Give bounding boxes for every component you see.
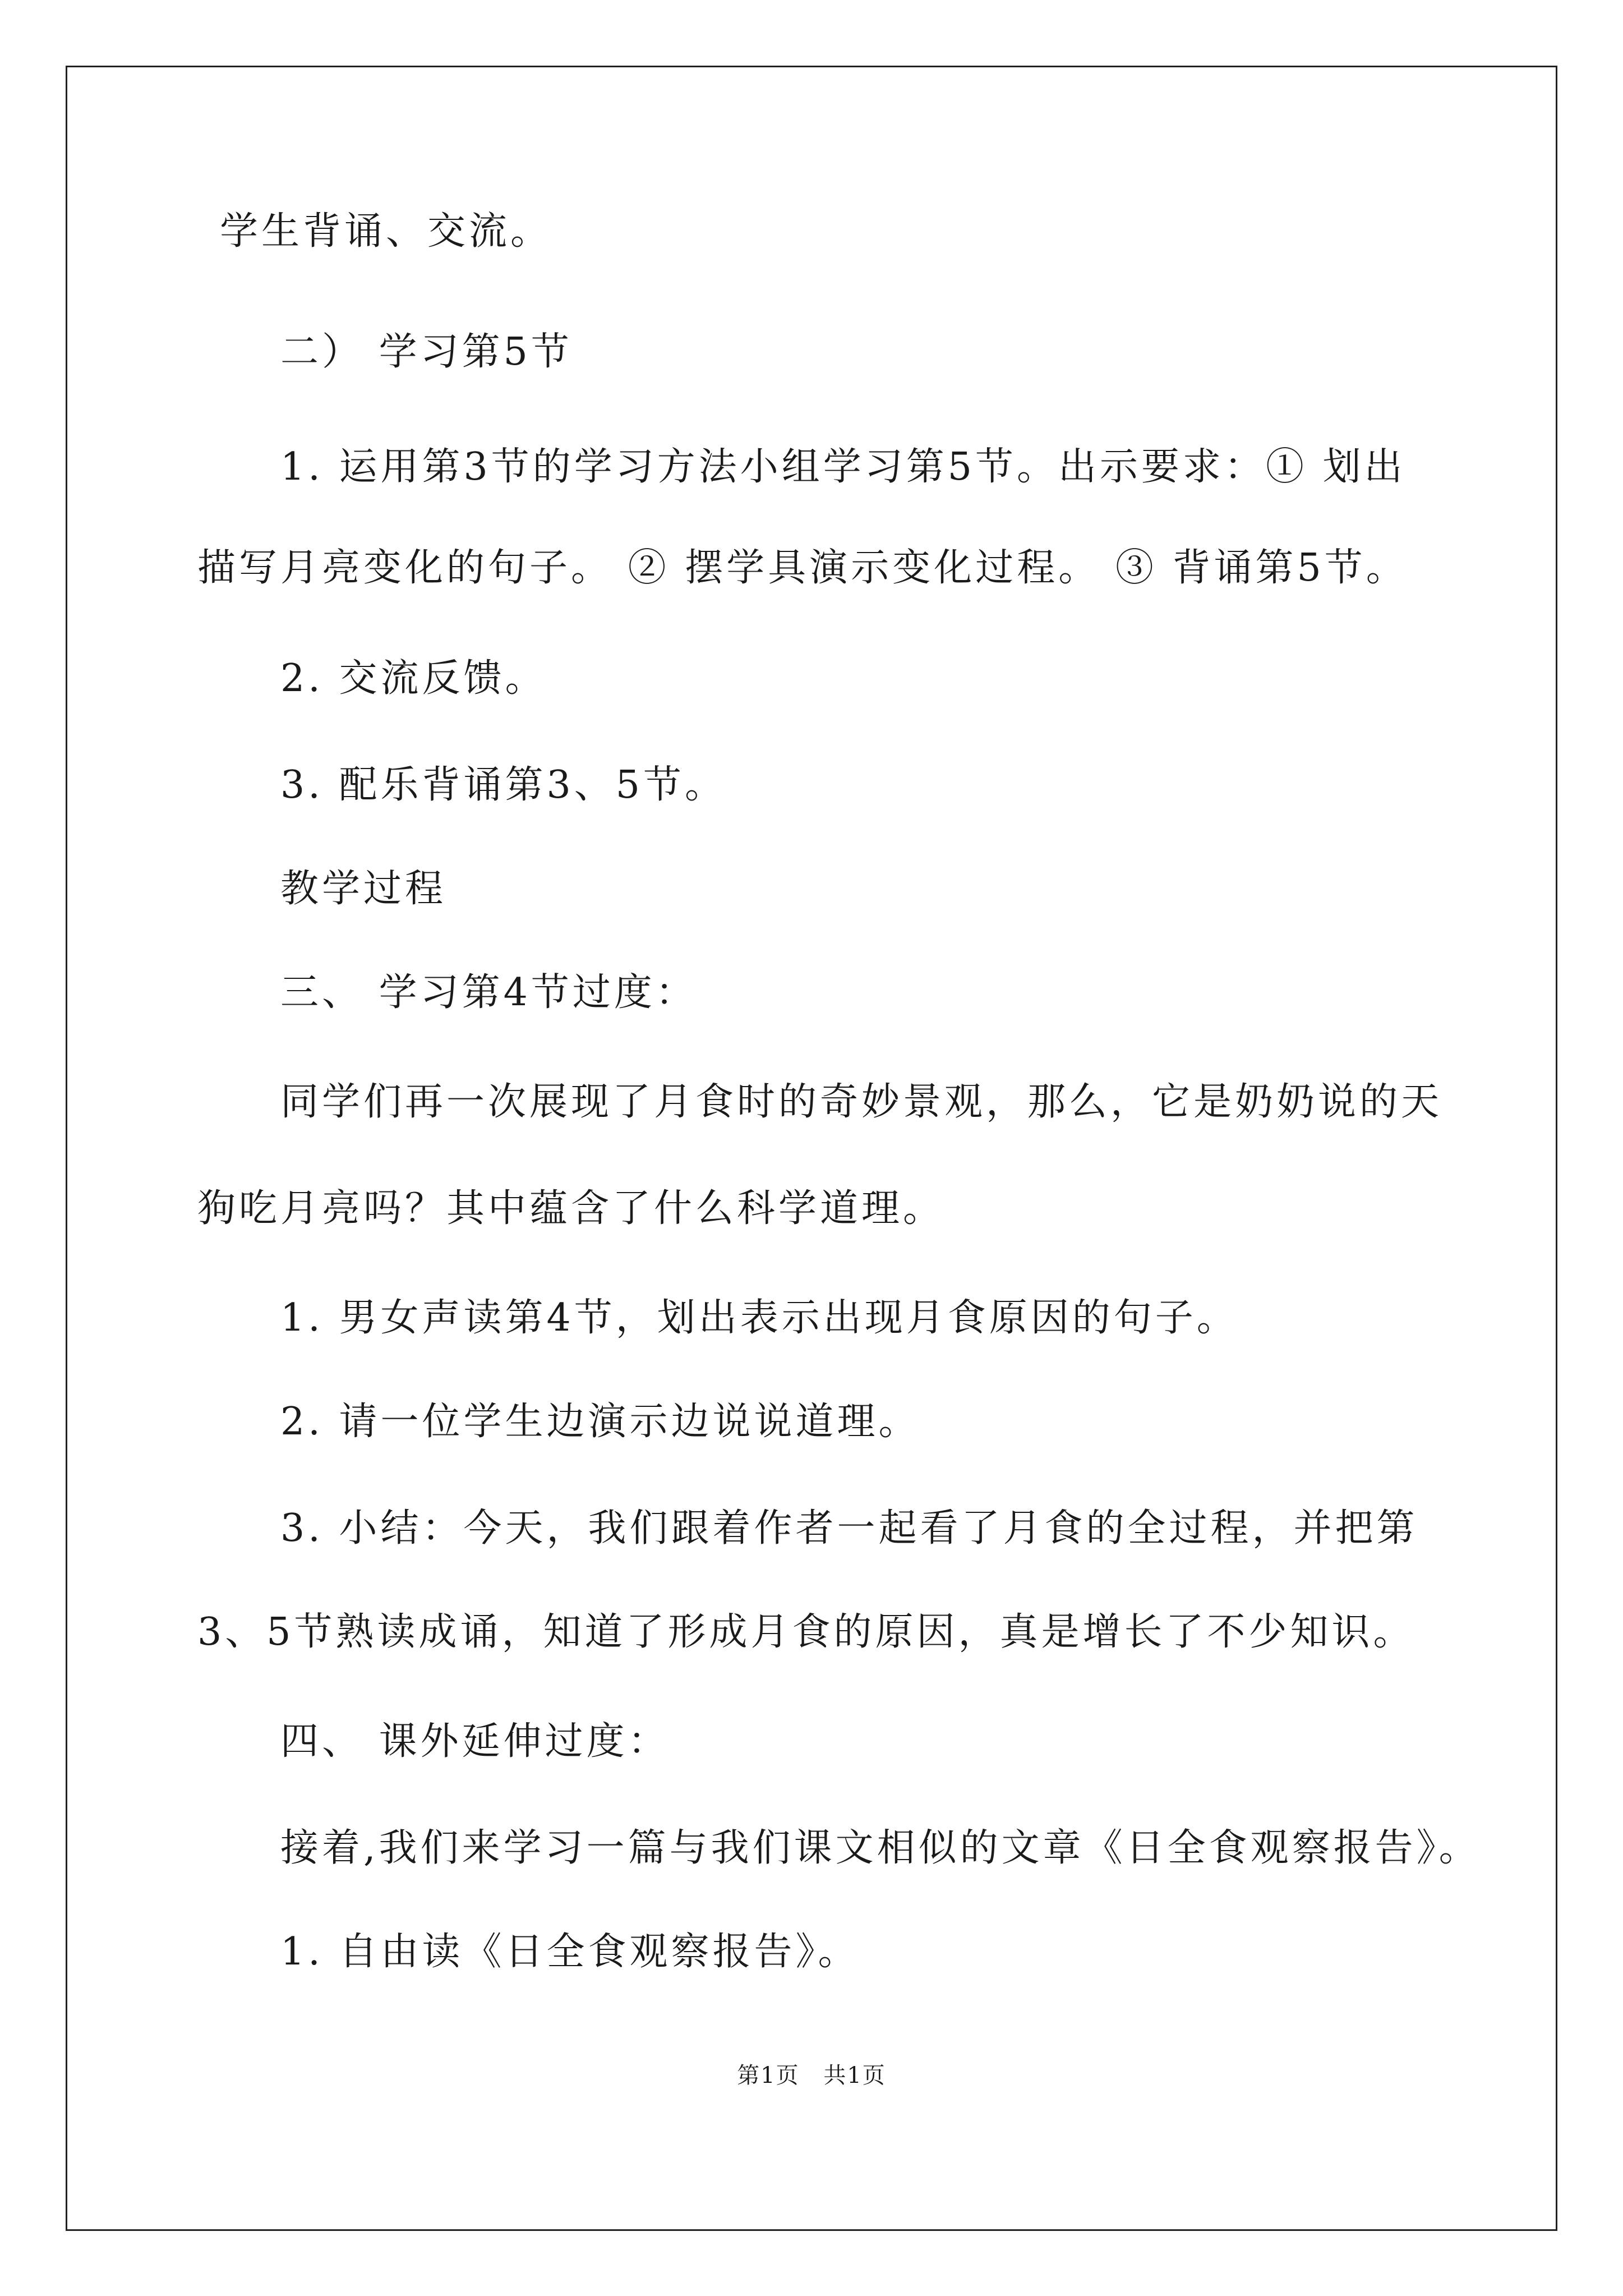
section-heading: 三、 学习第4节过度： [280,970,697,1015]
page-border [66,66,1557,2231]
section-heading: 二） 学习第5节 [280,330,573,374]
section-heading: 四、 课外延伸过度： [280,1719,670,1764]
page-footer [0,2062,1623,2090]
paragraph: 接着,我们来学习一篇与我们课文相似的文章《日全食观察报告》。 [280,1826,1481,1870]
paragraph: 同学们再一次展现了月食时的奇妙景观，那么，它是奶奶说的天 [280,1080,1443,1124]
paragraph: 1. 运用第3节的学习方法小组学习第5节。出示要求：① 划出 [280,445,1406,489]
paragraph: 2. 请一位学生边演示边说说道理。 [280,1400,920,1444]
paragraph: 3. 配乐背诵第3、5节。 [280,763,727,807]
section-heading: 教学过程 [280,867,447,911]
paragraph: 1. 自由读《日全食观察报告》。 [280,1930,860,1974]
page-number: 第1页 [737,2063,800,2088]
paragraph: 3. 小结：今天，我们跟着作者一起看了月食的全过程，并把第 [280,1506,1418,1550]
paragraph: 描写月亮变化的句子。 ② 摆学具演示变化过程。 ③ 背诵第5节。 [197,546,1408,590]
paragraph: 3、5节熟读成诵，知道了形成月食的原因，真是增长了不少知识。 [197,1610,1415,1654]
paragraph: 2. 交流反馈。 [280,656,547,701]
paragraph: 狗吃月亮吗？其中蕴含了什么科学道理。 [197,1186,945,1231]
paragraph: 学生背诵、交流。 [220,209,552,254]
paragraph: 1. 男女声读第4节，划出表示出现月食原因的句子。 [280,1296,1238,1340]
page-total: 共1页 [823,2063,886,2088]
